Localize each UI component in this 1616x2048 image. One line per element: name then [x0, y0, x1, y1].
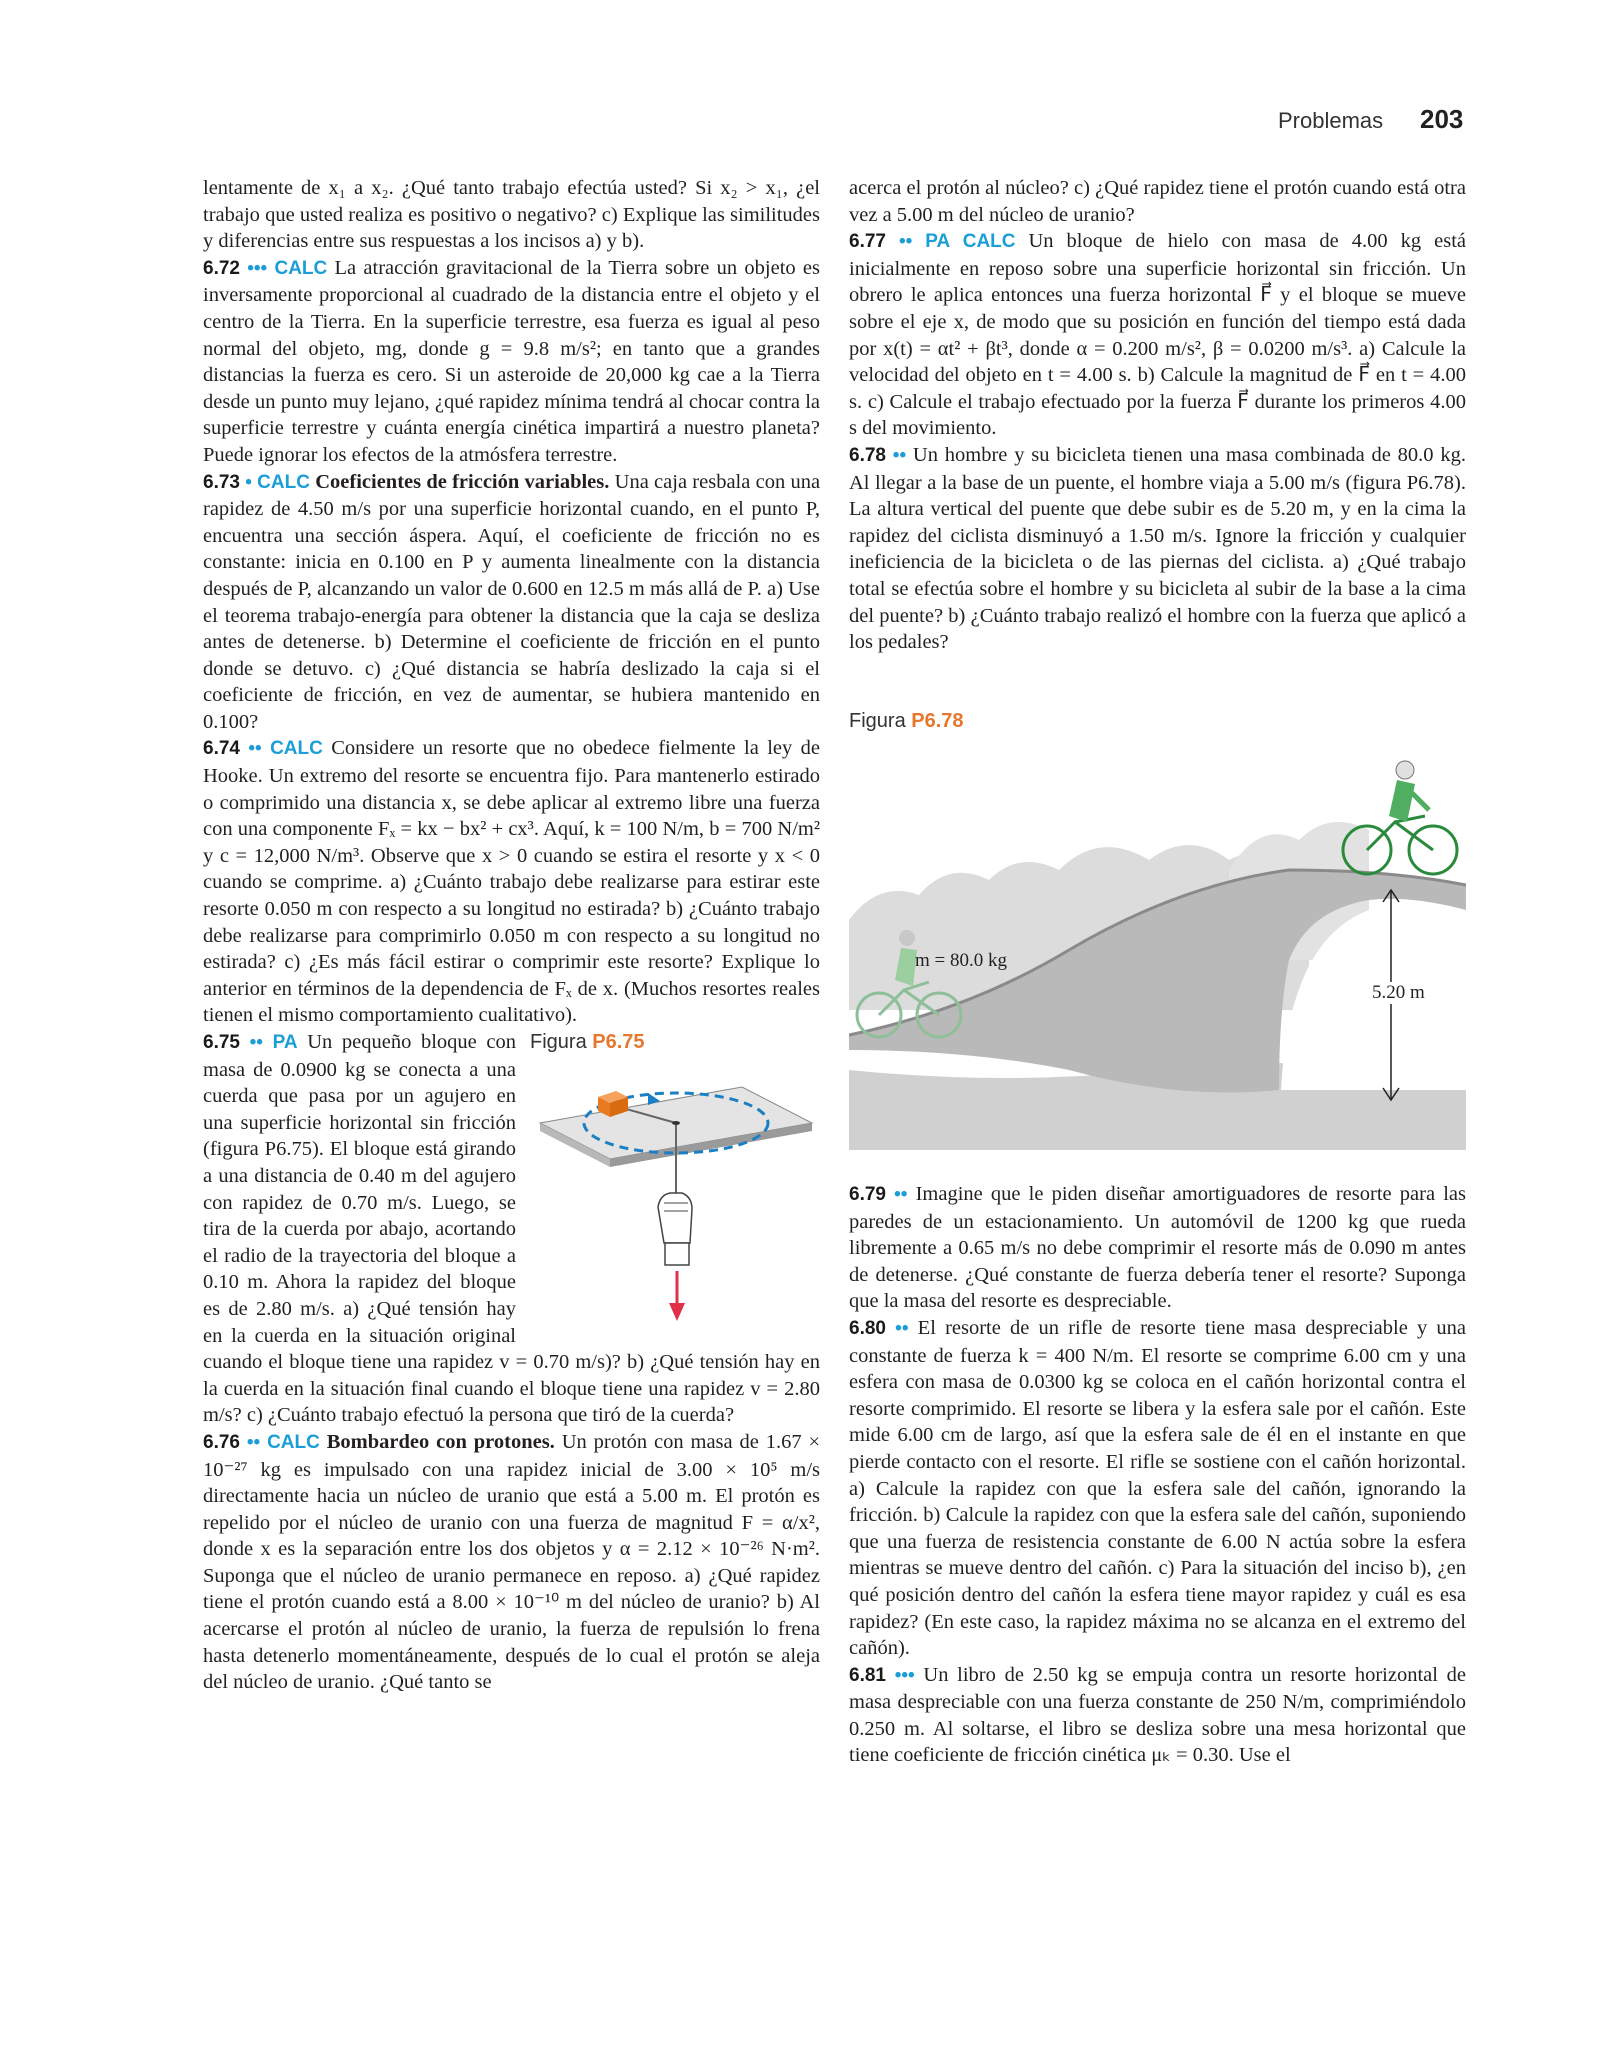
difficulty-dots: •• [246, 1431, 261, 1453]
problem-6-71-continuation: lentamente de x₁ a x₂. ¿Qué tanto trabajo efectúa usted? Si x₂ > x₁, ¿el trabajo que usted realiza es positivo o negativo? c) Explique las similitudes y diferencias entre sus respuestas a los incisos a) y b). [203, 177, 820, 253]
figure-label: Figura [530, 1031, 587, 1053]
pa-tag: PA [272, 1032, 298, 1053]
problem-number: 6.76 [203, 1431, 240, 1453]
problem-number: 6.79 [849, 1184, 886, 1205]
problem-number: 6.74 [203, 738, 240, 760]
problem-6-80 [849, 1315, 1466, 1662]
figure-number: P6.78 [911, 710, 964, 732]
problem-text: Un libro de 2.50 kg se empuja contra un resorte horizontal de masa despreciable con una fuerza constante de 250 N/m, comprimiéndolo 0.250 m. Al soltarse, el libro se desliza sobre una mesa horizontal que tiene coeficiente de fricción cinética μₖ = 0.30. Use el [849, 1663, 1467, 1767]
figure-label: Figura [849, 710, 906, 732]
problem-6-79 [849, 1181, 1466, 1315]
calc-tag: CALC [270, 738, 323, 760]
problem-number: 6.72 [203, 257, 240, 279]
difficulty-dots: •• [898, 231, 913, 253]
figure-p6-75 [530, 1029, 820, 1329]
difficulty-dots: •• [895, 1317, 909, 1339]
problem-text: Un bloque de hielo con masa de 4.00 kg está inicialmente en reposo sobre una superficie horizontal sin fricción. Un obrero le aplica entonces una fuerza horizontal F⃗ y el bloque se mueve sobre el eje x, de modo que su posición en función del tiempo está dada por x(t) = αt² + βt³, donde α = 0.200 m/s², β = 0.0200 m/s³. a) Calcule la velocidad del objeto en t = 4.00 s. b) Calcule la magnitud de F⃗ en t = 4.00 s. c) Calcule el trabajo efectuado por la fuerza F⃗ durante los primeros 4.00 s del movimiento. [849, 230, 1466, 440]
problem-6-73 [203, 469, 820, 736]
calc-tag: CALC [257, 471, 310, 493]
right-column-bottom [849, 1181, 1466, 1769]
difficulty-dots: •• [248, 738, 262, 760]
problem-6-76 [203, 1429, 820, 1696]
problem-text: La atracción gravitacional de la Tierra sobre un objeto es inversamente proporcional al cuadrado de la distancia entre el objeto y el centro de la Tierra. En la superficie terrestre, esa fuerza es igual al peso normal del objeto, mg, donde g = 9.8 m/s²; en tanto que a grandes distancias la fuerza es cero. Si un asteroide de 20,000 kg cae a la Tierra desde un punto muy lejano, ¿qué rapidez mínima tendrá al chocar contra la superficie terrestre y cuánta energía cinética impartirá a nuestro planeta? Puede ignorar los efectos de la atmósfera terrestre. [203, 256, 820, 466]
block-on-table-illustration [530, 1057, 820, 1327]
pa-calc-tag: PA CALC [925, 231, 1016, 253]
bridge-cyclist-illustration [849, 710, 1466, 1150]
figure-number: P6.75 [592, 1031, 645, 1053]
figure-p6-78 [849, 710, 1466, 1150]
calc-tag: CALC [274, 257, 328, 279]
problem-text: Un protón con masa de 1.67 × 10⁻²⁷ kg es impulsado con una rapidez inicial de 3.00 × 10⁵ m/s directamente hacia un núcleo de uranio que está a 5.00 m. El protón es repelido por el núcleo de uranio con una fuerza de magnitud F = α/x², donde x es la separación entre los dos objetos y α = 2.12 × 10⁻²⁶ N·m². Suponga que el núcleo de uranio permanece en reposo. a) ¿Qué rapidez tiene el protón cuando está a 8.00 × 10⁻¹⁰ m del núcleo de uranio? b) Al acercarse el protón al núcleo de uranio, la fuerza de repulsión lo frena hasta detenerlo momentáneamente, después de lo cual el protón se aleja del núcleo de uranio. ¿Qué tanto se [203, 1430, 821, 1694]
problem-number: 6.80 [849, 1317, 886, 1339]
problem-number: 6.77 [849, 231, 886, 253]
page-number: 203 [1420, 104, 1464, 134]
problem-text: El resorte de un rifle de resorte tiene masa despreciable y una constante de fuerza k = 400 N/m. El resorte se comprime 6.00 cm y una esfera con masa de 0.0300 kg se coloca en el cañón horizontal contra el resorte comprimido. El resorte se libera y la esfera sale por el cañón. Este mide 6.00 cm de largo, así que la esfera sale de él en el instante en que pierde contacto con el resorte. El rifle se sostiene con el cañón horizontal. a) Calcule la rapidez con que la esfera sale del cañón, ignorando la fricción. b) Calcule la rapidez con que la esfera sale del cañón, suponiendo que una fuerza de resistencia constante de 6.00 N actúa sobre la esfera mientras se mueve dentro del cañón. c) Para la situación del inciso b), ¿en qué posición dentro del cañón la esfera tiene mayor rapidez y cuál es esa rapidez? (En este caso, la rapidez máxima no se alcanza en el extremo del cañón). [849, 1316, 1467, 1660]
difficulty-dots: •• [249, 1032, 263, 1053]
problem-number: 6.75 [203, 1032, 240, 1053]
right-column-top [849, 175, 1466, 656]
height-label: 5.20 m [1369, 982, 1428, 1004]
problem-6-77 [849, 228, 1466, 442]
running-header-section: Problemas [1278, 108, 1384, 133]
difficulty-dots: ••• [247, 257, 268, 279]
problem-number: 6.73 [203, 471, 240, 493]
problem-text: Considere un resorte que no obedece fielmente la ley de Hooke. Un extremo del resorte se encuentra fijo. Para mantenerlo estirado o comprimido una distancia x, se debe aplicar al extremo libre una fuerza con una componente Fₓ = kx − bx² + cx³. Aquí, k = 100 N/m, b = 700 N/m² y c = 12,000 N/m³. Observe que x > 0 cuando se estira el resorte y x < 0 cuando se comprime. a) ¿Cuánto trabajo debe realizarse para estirar este resorte 0.050 m con respecto a su longitud no estirada? b) ¿Cuánto trabajo debe realizarse para comprimirlo 0.050 m con respecto a su longitud no estirada? c) ¿Es más fácil estirar o comprimir este resorte? Explique lo anterior en términos de la dependencia de Fₓ de x. (Muchos resortes reales tienen el mismo comportamiento cualitativo). [203, 737, 820, 1027]
difficulty-dots: ••• [894, 1664, 915, 1686]
problem-text: Imagine que le piden diseñar amortiguadores de resorte para las paredes de un estacionamiento. Un automóvil de 1200 kg que rueda libremente a 0.65 m/s no debe comprimir el resorte más de 0.090 m antes de detenerse. ¿Qué constante de fuerza debería tener el resorte? Suponga que la masa del resorte es despreciable. [849, 1183, 1466, 1313]
problem-text: Un hombre y su bicicleta tienen una masa combinada de 80.0 kg. Al llegar a la base de un puente, el hombre viaja a 5.00 m/s (figura P6.78). La altura vertical del puente que debe subir es de 5.20 m, y en la cima la rapidez del ciclista disminuyó a 1.50 m/s. Ignore la fricción y cualquier ineficiencia de la bicicleta o de las piernas del ciclista. a) ¿Qué trabajo total se efectúa sobre el hombre y su bicicleta al subir de la base a la cima del puente? b) ¿Cuánto trabajo realizó el hombre con la fuerza que aplicó a los pedales? [849, 443, 1466, 654]
problem-title: Coeficientes de fricción variables. [315, 470, 610, 493]
problem-number: 6.81 [849, 1664, 886, 1686]
problem-6-78 [849, 442, 1466, 656]
difficulty-dots: •• [892, 444, 907, 466]
problem-text: Una caja resbala con una rapidez de 4.50 m/s por una superficie horizontal cuando, en el punto P, encuentra una sección áspera. Aquí, el coeficiente de fricción no es constante: inicia en 0.100 en P y aumenta linealmente con la distancia después de P, alcanzando un valor de 0.600 en 12.5 m más allá de P. a) Use el teorema trabajo-energía para obtener la distancia que la caja se desliza antes de detenerse. b) Determine el coeficiente de fricción en el punto donde se detuvo. c) ¿Qué distancia se habría deslizado la caja si el coeficiente de fricción, en vez de aumentar, se hubiera mantenido en 0.100? [203, 470, 821, 733]
problem-6-76-continuation: acerca el protón al núcleo? c) ¿Qué rapidez tiene el protón cuando está otra vez a 5.00 m del núcleo de uranio? [849, 177, 1466, 226]
left-column [203, 175, 820, 1696]
figure-caption [530, 1029, 820, 1056]
problem-6-74 [203, 735, 820, 1029]
problem-6-81 [849, 1662, 1466, 1769]
mass-label: m = 80.0 kg [915, 950, 1007, 971]
calc-tag: CALC [267, 1431, 320, 1453]
problem-title: Bombardeo con protones. [326, 1430, 555, 1453]
problem-text: Un pequeño bloque con masa de 0.0900 kg se conecta a una cuerda que pasa por un agujero en una superficie horizontal sin fricción (figura P6.75). El bloque está girando a una distancia de 0.40 m del agujero con rapidez de 0.70 m/s. Luego, se tira de la cuerda por abajo, acortando el radio de la trayectoria del bloque a 0.10 m. Ahora la rapidez del bloque es de 2.80 m/s. a) ¿Qué tensión hay en la cuerda en la situación original cuando el bloque tiene una rapidez v = 0.70 m/s)? b) ¿Qué tensión hay en la cuerda en la situación final cuando el bloque tiene una rapidez v = 2.80 m/s? c) ¿Cuánto trabajo efectuó la persona que tiró de la cuerda? [203, 1031, 820, 1427]
problem-6-72 [203, 255, 820, 469]
difficulty-dots: • [245, 471, 252, 493]
difficulty-dots: •• [894, 1184, 908, 1205]
problem-number: 6.78 [849, 444, 886, 466]
